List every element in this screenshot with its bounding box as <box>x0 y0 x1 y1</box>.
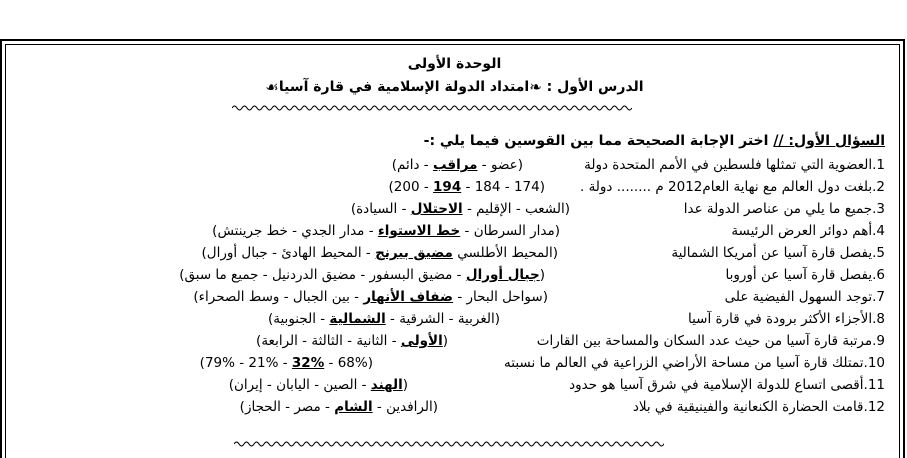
option-separator: - <box>477 157 491 173</box>
answer-option: جبال أورال <box>206 245 268 261</box>
question-text: يفصل قارة آسيا عن أوروبا <box>725 267 873 283</box>
answer-option: بين الجبال <box>292 289 350 305</box>
answer-option: 79% <box>204 355 235 371</box>
question-text: الأجزاء الأكثر برودة في قارة آسيا <box>687 311 873 327</box>
option-separator: - <box>385 311 400 327</box>
answer-option: الرافدين <box>386 399 433 415</box>
answer-option: الشرقية <box>399 311 445 327</box>
correct-answer-option: ضفاف الأنهار <box>363 289 454 305</box>
open-paren: ( <box>539 179 545 195</box>
answer-option: مضيق البسفور <box>369 267 453 283</box>
question-text: توجد السهول الفيضية على <box>724 289 873 305</box>
open-paren: ( <box>517 157 523 173</box>
option-separator: - <box>364 223 378 239</box>
correct-answer-option: خط الاستواء <box>377 223 461 239</box>
question-item <box>580 176 885 198</box>
question-text: قامت الحضارة الكنعانية والفينيقية في بلاد <box>632 399 864 415</box>
answer-option: الشعب <box>525 201 565 217</box>
answer-options <box>202 242 558 264</box>
question-text: العضوية التي تمثلها فلسطين في الأمم المتحدة دولة <box>584 157 873 173</box>
question-text: مرتبة قارة آسيا من حيث عدد السكان والمساحة بين القارات <box>536 333 873 349</box>
answer-option: مضيق الدردنيل <box>271 267 357 283</box>
answer-option: خط جرينتش <box>217 223 288 239</box>
lesson-prefix: الدرس الأول : <box>546 79 644 95</box>
open-paren: ( <box>402 377 408 393</box>
answer-option: الغربية <box>457 311 495 327</box>
close-paren: ) <box>201 245 207 261</box>
option-separator: - <box>387 333 401 349</box>
question-number: 10. <box>863 355 885 371</box>
option-separator: - <box>361 245 376 261</box>
question-text: جميع ما يلي من عناصر الدولة عدا <box>683 201 873 217</box>
option-separator: - <box>279 289 293 305</box>
option-separator: - <box>452 267 466 283</box>
answer-options <box>229 374 408 396</box>
answer-option: وسط الصحراء <box>198 289 280 305</box>
close-paren: ) <box>256 333 262 349</box>
option-separator: - <box>419 157 433 173</box>
correct-answer-option: الشمالية <box>329 311 386 327</box>
answer-option: الثالثة <box>311 333 343 349</box>
question-item <box>537 330 885 352</box>
answer-options <box>389 176 546 198</box>
open-paren: ( <box>367 355 373 371</box>
answer-option: الصين <box>323 377 358 393</box>
answer-option: إيران <box>234 377 263 393</box>
close-paren: ) <box>212 223 218 239</box>
correct-answer-option: الهند <box>370 377 403 393</box>
question-text: أهم دوائر العرض الرئيسة <box>731 223 873 239</box>
open-paren: ( <box>564 201 570 217</box>
option-separator: - <box>462 201 477 217</box>
open-paren: ( <box>539 267 545 283</box>
worksheet-frame <box>0 39 905 458</box>
option-separator: - <box>258 267 272 283</box>
question-item <box>633 396 885 418</box>
question-item <box>731 220 885 242</box>
open-paren: ( <box>442 333 448 349</box>
question-number: 6. <box>872 267 885 283</box>
open-paren: ( <box>554 223 560 239</box>
decorative-squiggle-divider <box>234 439 664 449</box>
answer-option: 200 <box>393 179 420 195</box>
question-number: 4. <box>872 223 885 239</box>
option-separator: - <box>234 355 249 371</box>
answer-option: 68% <box>337 355 368 371</box>
answer-option: 174 <box>513 179 540 195</box>
answer-option: سواحل البحار <box>466 289 543 305</box>
option-separator: - <box>444 311 458 327</box>
option-separator: - <box>357 377 371 393</box>
answer-option: المحيط الأطلسي <box>457 245 553 261</box>
option-separator: - <box>453 289 467 305</box>
question-text: تمتلك قارة آسيا من مساحة الأراضي الزراعية في العالم ما نسبته <box>504 355 864 371</box>
close-paren: ) <box>193 289 199 305</box>
question-number: 3. <box>872 201 885 217</box>
question-number: 1. <box>872 157 885 173</box>
question-label: السؤال الأول: // <box>773 133 885 149</box>
answer-options <box>179 264 545 286</box>
question-number: 8. <box>872 311 885 327</box>
answer-option: الرابعة <box>261 333 298 349</box>
answer-option: 21% <box>248 355 279 371</box>
question-item <box>726 264 886 286</box>
question-header <box>424 133 885 149</box>
open-paren: ( <box>494 311 500 327</box>
lesson-title <box>2 78 907 96</box>
open-paren: ( <box>432 399 438 415</box>
answer-option: 184 <box>474 179 501 195</box>
correct-answer-option: 32% <box>291 355 325 371</box>
option-separator: - <box>278 355 292 371</box>
answer-option: السيادة <box>356 201 398 217</box>
answer-options <box>200 352 373 374</box>
option-separator: - <box>356 267 370 283</box>
answer-options <box>212 220 560 242</box>
option-separator: - <box>342 333 357 349</box>
answer-option: اليابان <box>276 377 310 393</box>
lesson-title-text: امتداد الدولة الإسلامية في قارة آسيا <box>278 79 530 95</box>
option-separator: - <box>500 179 514 195</box>
answer-options <box>268 308 500 330</box>
option-separator: - <box>262 377 277 393</box>
option-separator: - <box>320 399 335 415</box>
option-separator: - <box>324 355 338 371</box>
ornament-left-icon: ☙ <box>265 78 279 96</box>
question-text: أقصى اتساع للدولة الإسلامية في شرق آسيا هو حدود <box>569 377 864 393</box>
correct-answer-option: مضيق بيرنج <box>375 245 453 261</box>
answer-option: مدار الجدي <box>301 223 365 239</box>
option-separator: - <box>372 399 387 415</box>
answer-option: دائم <box>397 157 420 173</box>
close-paren: ) <box>239 399 245 415</box>
option-separator: - <box>460 223 474 239</box>
question-number: 5. <box>872 245 885 261</box>
answer-option: عضو <box>490 157 518 173</box>
answer-option: المحيط الهادئ <box>281 245 362 261</box>
question-item <box>504 352 885 374</box>
option-separator: - <box>287 223 302 239</box>
answer-options <box>256 330 448 352</box>
answer-option: الحجاز <box>244 399 281 415</box>
option-separator: - <box>267 245 282 261</box>
decorative-squiggle-divider <box>232 103 632 113</box>
option-separator: - <box>349 289 364 305</box>
close-paren: ) <box>228 377 234 393</box>
question-number: 9. <box>872 333 885 349</box>
open-paren: ( <box>542 289 548 305</box>
option-separator: - <box>297 333 312 349</box>
answer-options <box>240 396 438 418</box>
option-separator: - <box>397 201 411 217</box>
question-item <box>684 198 885 220</box>
option-separator: - <box>461 179 475 195</box>
correct-answer-option: الاحتلال <box>410 201 463 217</box>
answer-option: مدار السرطان <box>473 223 555 239</box>
option-separator: - <box>309 377 324 393</box>
question-instruction: اختر الإجابة الصحيحة مما بين القوسين فيما يلي :- <box>423 133 769 149</box>
close-paren: ) <box>391 157 397 173</box>
answer-option: الإقليم <box>476 201 512 217</box>
option-separator: - <box>280 399 295 415</box>
answer-option: الجنوبية <box>273 311 316 327</box>
question-number: 7. <box>872 289 885 305</box>
question-item <box>569 374 885 396</box>
correct-answer-option: الأولى <box>400 333 443 349</box>
question-number: 12. <box>863 399 885 415</box>
answer-option: جميع ما سبق <box>184 267 259 283</box>
open-paren: ( <box>552 245 558 261</box>
answer-option: الثانية <box>356 333 388 349</box>
option-separator: - <box>511 201 526 217</box>
question-item <box>725 286 885 308</box>
unit-title: الوحدة الأولى <box>407 56 502 72</box>
question-text: بلغت دول العالم مع نهاية العام2012 م ........ دولة . <box>579 179 873 195</box>
correct-answer-option: جبال أورال <box>465 267 540 283</box>
close-paren: ) <box>350 201 357 217</box>
question-item <box>688 308 885 330</box>
close-paren: ) <box>388 179 394 195</box>
answer-options <box>351 198 570 220</box>
close-paren: ) <box>199 355 205 371</box>
option-separator: - <box>315 311 330 327</box>
answer-options <box>392 154 523 176</box>
correct-answer-option: مراقب <box>432 157 478 173</box>
question-item <box>671 242 885 264</box>
option-separator: - <box>419 179 434 195</box>
answer-options <box>193 286 548 308</box>
correct-answer-option: 194 <box>433 179 462 195</box>
ornament-right-icon: ❧ <box>529 78 542 96</box>
close-paren: ) <box>179 267 185 283</box>
question-number: 2. <box>872 179 885 195</box>
question-number: 11. <box>863 377 885 393</box>
question-item <box>584 154 885 176</box>
close-paren: ) <box>267 311 274 327</box>
answer-option: مصر <box>294 399 321 415</box>
question-text: يفصل قارة آسيا عن أمريكا الشمالية <box>671 245 873 261</box>
correct-answer-option: الشام <box>334 399 373 415</box>
